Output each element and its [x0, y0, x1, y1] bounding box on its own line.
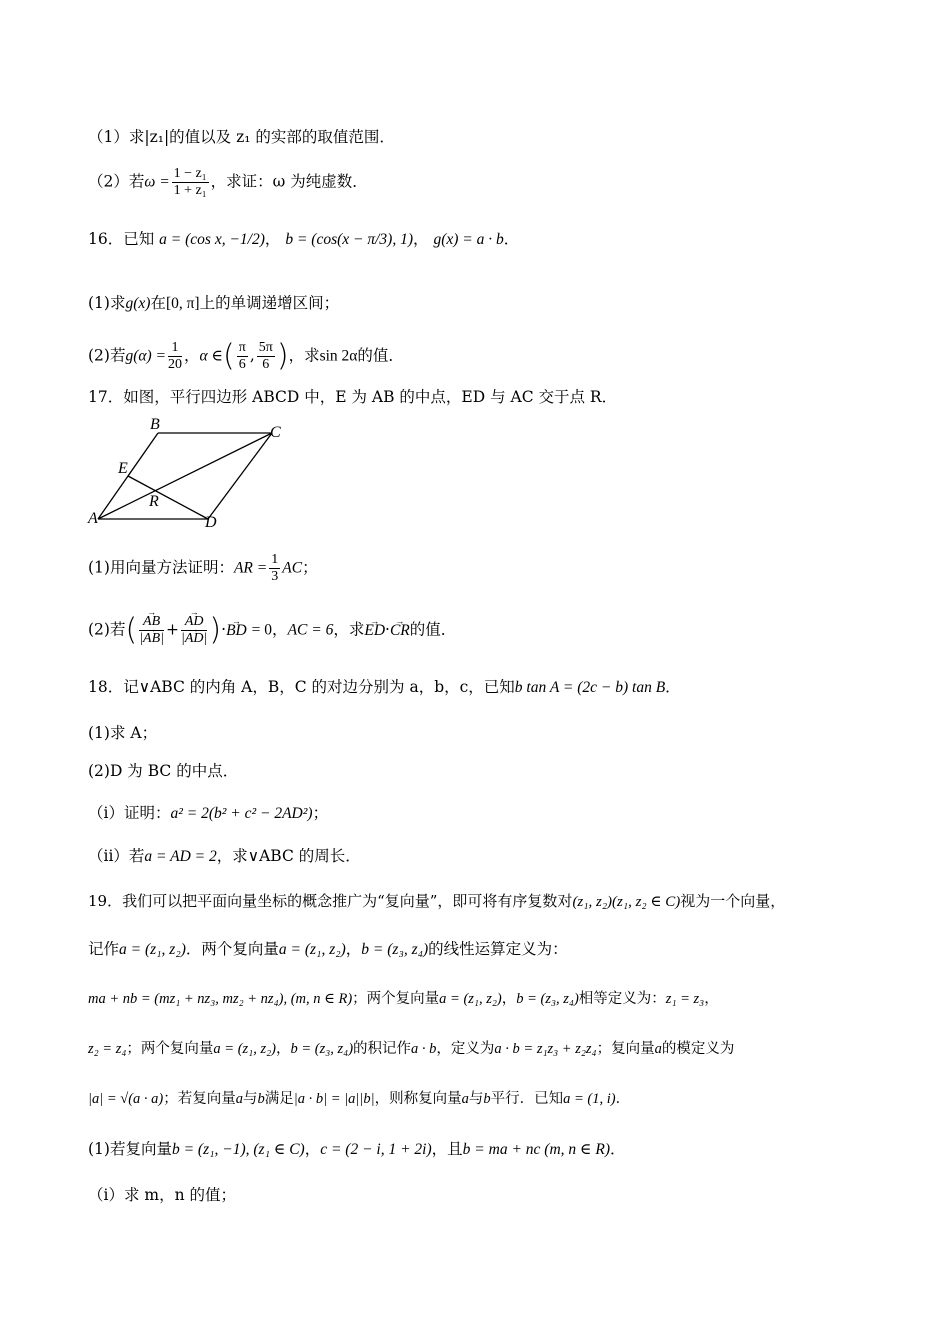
label-r: R [149, 493, 159, 510]
q17-ad-num: → AD [181, 614, 207, 631]
q19-l4-z: z₂ = z₄ [88, 1041, 127, 1057]
q19-l6-end: ． [610, 1140, 626, 1158]
q19-line3 [88, 988, 719, 1010]
q19-l6-eq: b = ma + nc (m, n ∈ R) [462, 1141, 610, 1158]
q19-l4-normend: 的模定义为 [661, 1041, 735, 1057]
q19-l2-a2: a = (z₁, z₂) [278, 941, 346, 958]
q18-stem [88, 676, 681, 699]
q18-p2i-pre: （i）证明： [88, 804, 171, 822]
q19-l5-parend: 平行．已知 [490, 1091, 564, 1107]
q17-eq0: = 0 [251, 621, 273, 639]
q17-cr: → CR [390, 620, 410, 642]
q18-part2-i [88, 802, 328, 825]
q19-l3-mid: ；两个复向量 [352, 991, 440, 1007]
q16-part1-interval: [0, π] [165, 295, 200, 312]
q19-line6 [88, 1138, 626, 1161]
q16-vector-b: b = (cos(x − π/3), 1) [285, 231, 414, 248]
q19-l4-formula: a · b = z₁z₃ + z₂z₄ [494, 1041, 597, 1057]
q16-part2-suffix-pre: ，求 [288, 346, 320, 365]
q18-p2ii-pre: （ii）若 [88, 847, 145, 865]
label-b: B [150, 416, 160, 433]
q16-part1-g: g(x) [125, 295, 151, 312]
q16-lo-num: π [238, 340, 246, 355]
q19-line1 [88, 890, 785, 913]
q19-l5-mid: ；若复向量 [163, 1091, 236, 1107]
q17-bd: → BD [226, 620, 247, 642]
q19-l6-and: ，且 [431, 1140, 463, 1158]
q17-part1-rhs: AC [282, 559, 303, 577]
q19-l5-and: 与 [243, 1091, 258, 1107]
q19-l6-sep: ， [304, 1140, 321, 1158]
q17-part2: (2)若( → $\frac{AB}{|\to AB|}$ + → $\frac{AD}{|\to AD|}$ )·→ BD = 0，AC = 6，求→ ED·→ CR的值． [88, 614, 456, 647]
q17-ac: AC = 6 [287, 621, 334, 639]
q17-ad-den: |→ AD| [181, 631, 207, 647]
q16-part1 [88, 292, 339, 315]
q16-part1-suffix: 上的单调递增区间； [199, 294, 340, 312]
q19-l3-z: z₁ = z₃ [665, 991, 705, 1007]
q16-hi-num: 5π [258, 340, 273, 355]
q16-prefix: 16．已知 [88, 230, 155, 248]
q17-ed: → ED [364, 620, 385, 642]
q15-omega: ω = [144, 173, 170, 191]
q16-part2-alpha: α ∈ [199, 347, 224, 365]
q19-l2-sep: ， [345, 940, 362, 958]
q19-l6-b: b = (z₁, −1), (z₁ ∈ C) [171, 1141, 305, 1158]
q19-l4-mid: ；两个复向量 [126, 1041, 214, 1057]
q18-p2ii-end: ，求∨ABC 的周长． [216, 847, 361, 865]
q15-frac-num: 1 − z₁ [173, 166, 207, 181]
q19-l5-a: a [235, 1091, 243, 1107]
q19-l1-end: 视为一个向量， [680, 892, 786, 910]
q18-stem-end: ． [665, 678, 681, 696]
q16-part1-pre: (1)求 [88, 294, 126, 312]
q19-l2-b: b = (z₃, z₄) [361, 941, 429, 958]
q16-part2-sin: sin 2α [319, 347, 358, 365]
q19-l2-a: a = (z₁, z₂) [119, 941, 186, 958]
q15-fraction [172, 166, 209, 199]
q19-l4-a3: a [654, 1041, 662, 1057]
q15-part2 [88, 166, 368, 199]
segment-ed [128, 476, 208, 519]
q17-ad-den-text: → AD [185, 631, 204, 647]
q19-l5-norm: |a| = √(a · a) [88, 1091, 164, 1107]
q16-part2-den: 20 [168, 357, 183, 372]
q19-l4-a: a = (z₁, z₂) [213, 1041, 276, 1057]
q17-part1 [88, 552, 318, 585]
q17-part1-frac [269, 552, 280, 585]
q19-line7: （i）求 m，n 的值； [88, 1186, 236, 1204]
q16-lo-den: 6 [238, 357, 246, 372]
q19-l4-norm: ；复向量 [596, 1041, 655, 1057]
label-a: A [88, 510, 98, 527]
q19-l5-and2: 与 [468, 1091, 484, 1107]
q17-part1-den: 3 [271, 569, 279, 584]
q17-stem: 17．如图，平行四边形 ABCD 中，E 为 AB 的中点，ED 与 AC 交于点 R． [88, 388, 618, 406]
q19-l2-mid: ．两个复向量 [185, 940, 279, 958]
parallelogram-figure [80, 415, 300, 535]
q17-ad-frac [181, 614, 207, 647]
q16-part1-mid: 在 [150, 294, 166, 312]
q17-part2-pre: (2)若 [88, 620, 126, 639]
q16-stem: 16．已知 a = (cos x, −1/2)， b = (cos(x − π/3), 1)， g(x) = a · b． [88, 230, 520, 248]
q19-l3-b: b = (z₃, z₄) [516, 991, 579, 1007]
q19-l5-sat: 满足 [264, 1091, 294, 1107]
q19-l4-sep: ， [275, 1041, 291, 1057]
q16-part2-g: g(α) = [125, 347, 167, 365]
q16-part2-pre: (2)若 [88, 346, 126, 365]
q19-l2-end: 的线性运算定义为： [428, 940, 568, 958]
q16-hi-frac [257, 340, 275, 373]
q19-l3-sep: ， [501, 991, 517, 1007]
q17-ab-frac [139, 614, 164, 647]
q15-part2-prefix: （2）若 [88, 172, 145, 191]
q19-l5-b: b [257, 1091, 265, 1107]
q19-l3-a: a = (z₁, z₂) [439, 991, 502, 1007]
q19-l3-end: ， [704, 991, 719, 1007]
q16-part2: (2)若g(α) = $\frac{1}{20}$ ，α ∈( $\frac{\pi}{6}$ , $\frac{5\pi}{6}$ )，求sin 2α的值． [88, 338, 404, 374]
q17-part1-lhs: AR = [233, 559, 268, 577]
label-c: C [270, 424, 281, 441]
q17-ab-num: → AB [139, 614, 164, 631]
q18-p2i-end: ； [312, 804, 329, 822]
q16-hi-den: 6 [262, 357, 270, 372]
q17-part2-end: 的值． [409, 620, 457, 639]
q17-ab-den-text: → AB [143, 631, 160, 647]
label-e: E [118, 460, 128, 477]
q19-l6-pre: (1)若复向量 [88, 1140, 172, 1158]
q16-g-def: g(x) = a · b [433, 231, 504, 248]
q16-part2-frac [168, 340, 182, 373]
q19-l5-given: a = (1, i) [563, 1091, 616, 1107]
q19-l1-pair: (z₁, z₂)(z₁, z₂ ∈ C) [572, 894, 681, 910]
q19-l4-ab: a · b [411, 1041, 437, 1057]
q18-part2: (2)D 为 BC 的中点． [88, 762, 239, 780]
q17-ab-den: |→ AB| [139, 631, 164, 647]
q19-l5-b2: b [483, 1091, 491, 1107]
q18-part2-ii [88, 845, 361, 868]
q19-l2-pre: 记作 [88, 940, 120, 958]
q19-l5-end: ． [615, 1091, 631, 1107]
q19-line5 [88, 1088, 630, 1110]
q18-p2ii-eq: a = AD = 2 [144, 848, 217, 865]
q17-part1-pre: (1)用向量方法证明： [88, 558, 234, 577]
q19-l1-pre: 19．我们可以把平面向量坐标的概念推广为“复向量”，即可将有序复数对 [88, 892, 573, 910]
q16-part2-suffix: 的值． [357, 346, 404, 365]
q15-frac-den: 1 + z₁ [173, 183, 207, 198]
q18-p2i-eq: a² = 2(b² + c² − 2AD²) [170, 805, 313, 822]
side-cd [208, 433, 272, 519]
q19-l4-prod: 的积记作 [353, 1041, 412, 1057]
q17-part1-num: 1 [271, 552, 279, 567]
q19-line2 [88, 938, 568, 961]
q19-l5-a2: a [461, 1091, 469, 1107]
q16-vector-a: a = (cos x, −1/2) [159, 231, 265, 248]
q15-part2-suffix: ，求证：ω 为纯虚数． [210, 172, 368, 191]
q16-lo-frac [237, 340, 248, 373]
q19-l5-cond: |a · b| = |a||b| [293, 1091, 375, 1107]
q19-l5-par: ，则称复向量 [374, 1091, 462, 1107]
label-d: D [205, 514, 217, 531]
q16-part2-num: 1 [168, 340, 182, 357]
q19-l3-eq: ma + nb = (mz₁ + nz₃, mz₂ + nz₄), (m, n ∈ R) [88, 991, 353, 1007]
q19-line4 [88, 1038, 734, 1060]
q19-l4-def: ，定义为 [436, 1041, 495, 1057]
q17-part1-end: ； [302, 558, 318, 577]
q19-l3-eqdef: 相等定义为： [578, 991, 666, 1007]
q17-find: ，求 [333, 620, 365, 639]
q18-part1: (1)求 A； [88, 724, 158, 742]
q18-stem-pre: 18．记∨ABC 的内角 A，B，C 的对边分别为 a，b，c，已知 [88, 678, 515, 696]
q18-stem-eq: b tan A = (2c − b) tan B [514, 679, 666, 696]
q19-l6-c: c = (2 − i, 1 + 2i) [320, 1141, 432, 1158]
q15-part1: （1）求|z₁|的值以及 z₁ 的实部的取值范围． [88, 128, 395, 146]
q19-l4-b: b = (z₃, z₄) [290, 1041, 354, 1057]
